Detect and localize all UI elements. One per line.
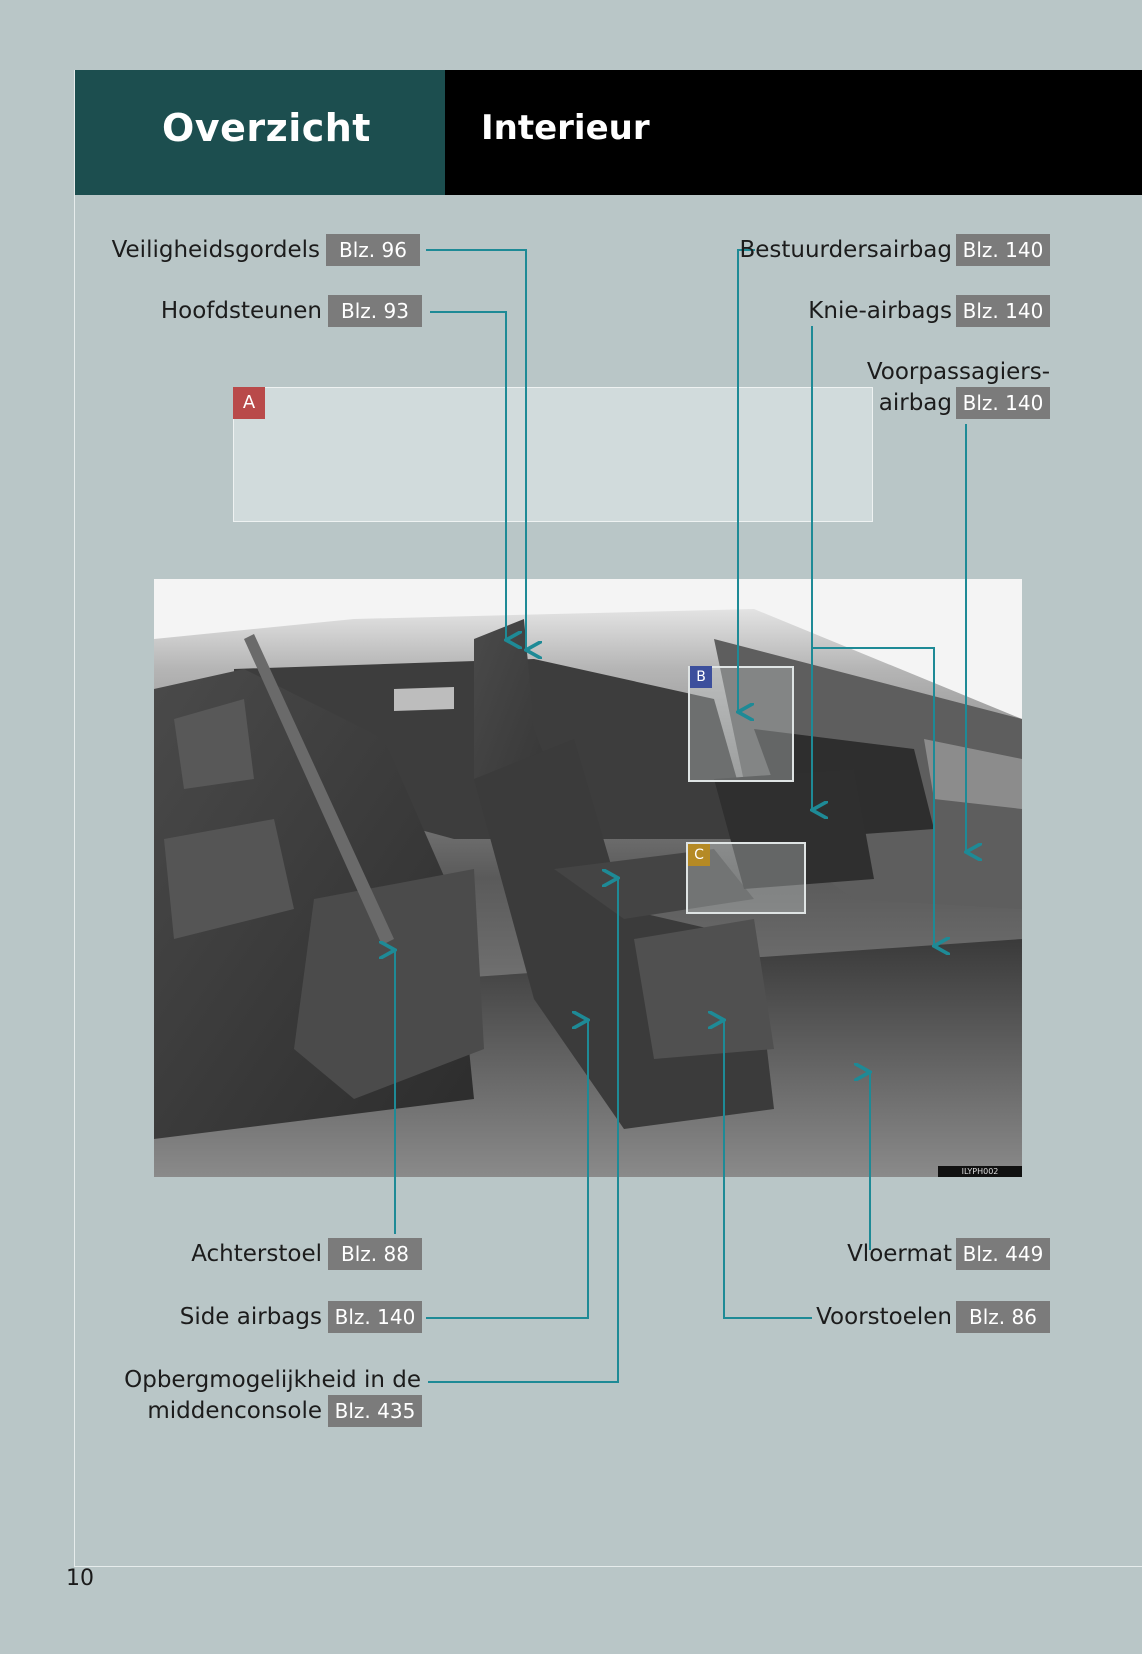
label-hoofdsteunen: Hoofdsteunen [160,298,322,324]
page-ref-achterstoel[interactable]: Blz. 88 [328,1238,422,1270]
page-ref-side-airbags[interactable]: Blz. 140 [328,1301,422,1333]
marker-b: B [690,666,712,688]
leader-voorstoelen [724,1020,812,1318]
page-ref-veiligheidsgordels[interactable]: Blz. 96 [326,234,420,266]
page-ref-knie-airbags[interactable]: Blz. 140 [956,295,1050,327]
page-ref-voorpassagiersairbag[interactable]: Blz. 140 [956,387,1050,419]
photo-code: ILYPH002 [938,1166,1022,1177]
label-side-airbags: Side airbags [179,1304,322,1330]
leader-knie-airbags-2 [812,648,934,946]
page-ref-bestuurdersairbag[interactable]: Blz. 140 [956,234,1050,266]
page-number: 10 [66,1566,94,1591]
leader-veiligheidsgordels [426,250,526,650]
page-ref-vloermat[interactable]: Blz. 449 [956,1238,1050,1270]
label-veiligheidsgordels: Veiligheidsgordels [111,237,320,263]
marker-a: A [233,387,265,419]
leader-hoofdsteunen [430,312,506,640]
page-ref-middenconsole[interactable]: Blz. 435 [328,1395,422,1427]
label-opbergmogelijkheid: Opbergmogelijkheid in de [124,1367,421,1393]
page-title: Interieur [481,108,650,148]
leader-bestuurdersairbag [738,250,755,712]
label-bestuurdersairbag: Bestuurdersairbag [739,237,952,263]
label-airbag: airbag [878,390,952,416]
leader-side-airbags [426,1020,588,1318]
label-achterstoel: Achterstoel [191,1241,322,1267]
label-knie-airbags: Knie-airbags [808,298,952,324]
page-ref-voorstoelen[interactable]: Blz. 86 [956,1301,1050,1333]
label-voorstoelen: Voorstoelen [816,1304,952,1330]
label-middenconsole: middenconsole [147,1398,322,1424]
section-title: Overzicht [162,106,371,150]
label-vloermat: Vloermat [847,1241,952,1267]
marker-c: C [688,844,710,866]
leader-opberg [428,878,618,1382]
page-ref-hoofdsteunen[interactable]: Blz. 93 [328,295,422,327]
label-voorpassagiers: Voorpassagiers- [866,359,1050,385]
